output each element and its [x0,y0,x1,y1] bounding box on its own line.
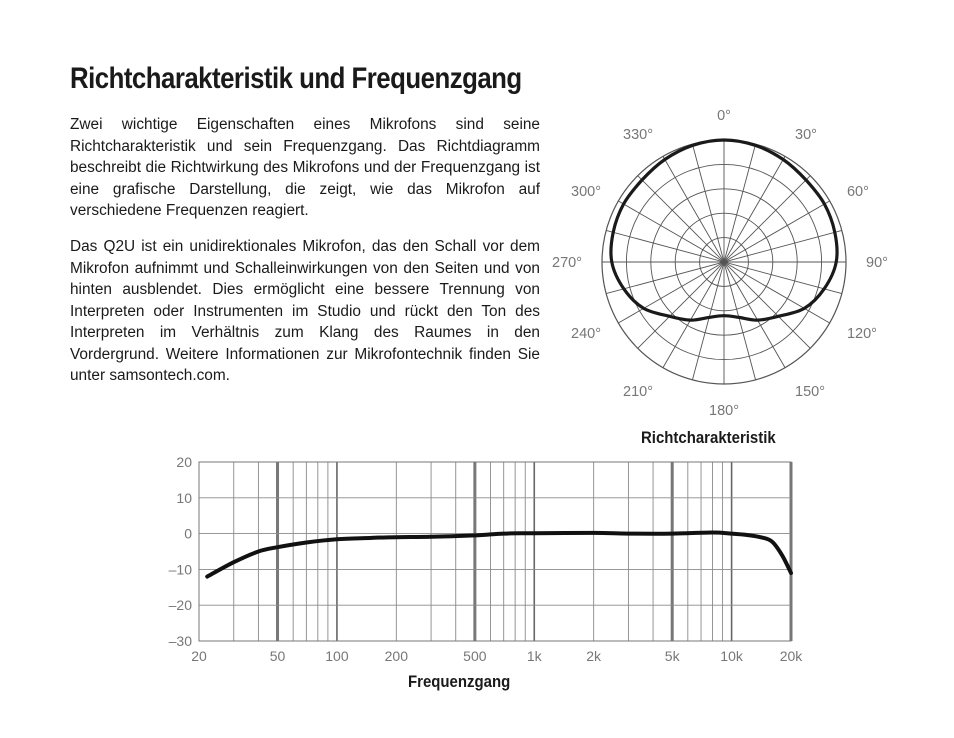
freq-y-tick-label: –10 [168,561,192,578]
freq-y-tick-label: 10 [176,489,192,506]
freq-x-tick-label: 20 [191,648,207,664]
freq-plot-frame [199,462,791,641]
polar-angle-label: 0° [717,108,731,124]
polar-angle-label: 270° [552,255,582,271]
polar-angle-label: 330° [623,127,653,144]
freq-response-curve [207,533,791,577]
page-title: Richtcharakteristik und Frequenzgang [70,62,522,95]
description-paragraph: Das Q2U ist ein unidirektionales Mikrofon, das den Schall vor dem Mikrofon aufnimmt und Schalleinwirkungen von den Seiten und von hinten ausblendet. Dies ermöglicht eine bessere Trennung von Interpreten oder Instrumenten im Studio und rückt den Ton des Interpreten im Verhältnis zum Klang des Raumes in den Vordergrund. Weitere Informationen zur Mikrofontechnik finden Sie unter samsontech.com. [70,238,540,384]
intro-paragraph: Zwei wichtige Eigenschaften eines Mikrofons sind seine Richtcharakteristik und sein Frequenzgang. Das Richtdiagramm beschreibt die Richtwirkung des Mikrofons und der Frequenzgang ist eine grafische Darstellung, die zeigt, wie das Mikrofon auf verschiedene Frequenzen reagiert. [70,116,540,219]
freq-y-tick-label: –30 [168,633,192,649]
freq-x-tick-label: 2k [586,648,602,664]
freq-x-tick-label: 10k [720,648,743,664]
freq-x-tick-label: 100 [325,648,349,664]
freq-y-tick-label: 0 [184,525,192,542]
freq-x-tick-label: 5k [664,648,680,664]
polar-angle-label: 90° [866,255,888,271]
polar-angle-label: 300° [571,184,602,200]
polar-angle-label: 60° [846,184,869,200]
polar-chart-caption: Richtcharakteristik [641,428,776,447]
freq-x-tick-label: 500 [463,648,487,664]
polar-angle-label: 30° [795,127,817,144]
polar-angle-label: 180° [709,403,739,419]
polar-angle-label: 210° [623,383,653,400]
polar-angle-label: 150° [795,383,825,400]
frequency-chart-caption: Frequenzgang [408,672,511,691]
freq-y-tick-label: –20 [168,597,192,614]
freq-x-tick-label: 1k [526,648,542,664]
freq-x-tick-label: 200 [384,648,409,664]
polar-angle-label: 240° [571,326,602,342]
freq-x-tick-label: 20k [779,648,803,664]
freq-x-tick-label: 50 [269,648,286,664]
freq-y-tick-label: 20 [176,454,192,470]
polar-angle-label: 120° [846,326,877,342]
